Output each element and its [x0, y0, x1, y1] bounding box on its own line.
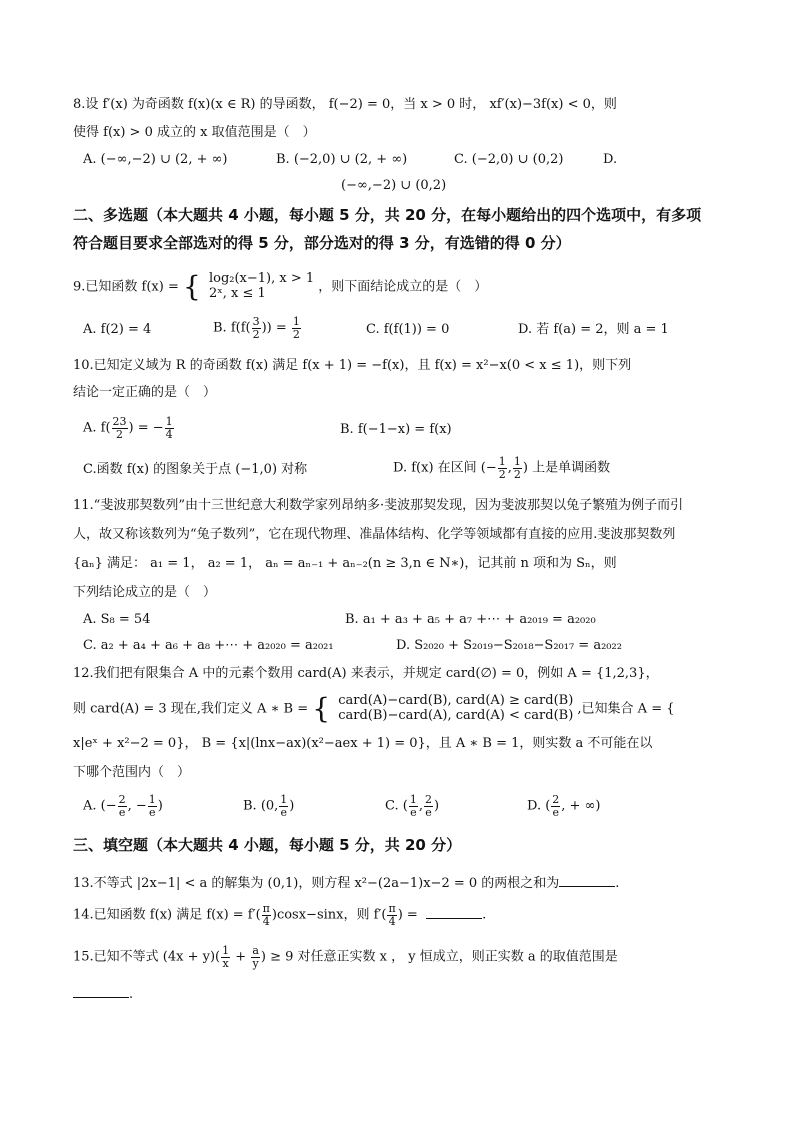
q12-line3: x|eˣ + x²−2 = 0}， B = {x|(lnx−ax)(x²−aex + 1) = 0}，且 A ∗ B = 1，则实数 a 不可能在以: [73, 736, 653, 751]
q10-option-c: C.函数 f(x) 的图象关于点 (−1,0) 对称: [83, 462, 308, 477]
q12-fraction: $\frac{1}{e}$: [148, 793, 156, 819]
q11-option-c: C. a₂ + a₄ + a₆ + a₈ +⋯ + a₂₀₂₀ = a₂₀₂₁: [83, 638, 334, 653]
q12-line2: 则 card(A) = 3 现在,我们定义 A ∗ B = { card(A)−card(B), card(A) ≥ card(B) card(B)−card(A), card(A) < card(B) ,已知集合 A = {: [73, 691, 675, 725]
q10-fraction: $\frac{1}{4}$: [165, 415, 173, 441]
q15-answer-line: .: [73, 985, 133, 1003]
q11-line1: 11.“斐波那契数列”由十三世纪意大利数学家列昂纳多·斐波那契发现，因为斐波那契以兔子繁殖为例子而引: [73, 498, 684, 513]
q12-case1: card(A)−card(B), card(A) ≥ card(B): [338, 693, 574, 708]
answer-blank[interactable]: [559, 874, 615, 887]
q10-option-b: B. f(−1−x) = f(x): [340, 422, 452, 437]
q14-fraction: $\frac{\pi}{4}$: [388, 902, 396, 928]
q11-option-d: D. S₂₀₂₀ + S₂₀₁₉−S₂₀₁₈−S₂₀₁₇ = a₂₀₂₂: [396, 638, 622, 653]
q10-fraction: $\frac{1}{2}$: [498, 455, 506, 481]
q9-suffix: ，则下面结论成立的是（ ）: [318, 279, 488, 295]
q14-stem: 14.已知函数 f(x) 满足 f(x) = f′( $\frac{\pi}{4}$ )cosx−sinx，则 f′( $\frac{\pi}{4}$ ) = .: [73, 902, 487, 928]
q9-case2: 2ˣ, x ≤ 1: [208, 285, 266, 301]
piecewise-brace: {: [312, 691, 331, 725]
piecewise-brace: {: [183, 269, 201, 303]
q8-line1: 8.设 f′(x) 为奇函数 f(x)(x ∈ R) 的导函数， f(−2) = 0，当 x > 0 时， xf′(x)−3f(x) < 0，则: [73, 97, 617, 112]
q9-option-d: D. 若 f(a) = 2，则 a = 1: [518, 322, 669, 337]
section2-heading-line1: 二、多选题（本大题共 4 小题，每小题 5 分，共 20 分，在每小题给出的四个选项中，有多项: [73, 206, 702, 224]
q9-prefix: 9.已知函数 f(x) =: [73, 279, 179, 295]
q9-option-c: C. f(f(1)) = 0: [366, 322, 450, 337]
q8-option-a: A. (−∞,−2) ∪ (2, + ∞): [83, 152, 228, 167]
q12-piecewise: [338, 694, 573, 724]
q9-case1: log₂(x−1), x > 1: [208, 271, 315, 286]
q9-fraction: $\frac{1}{2}$: [292, 315, 300, 341]
q15-stem: 15.已知不等式 (4x + y)( $\frac{1}{x}$ + $\frac{a}{y}$ ) ≥ 9 对任意正实数 x ， y 恒成立，则正实数 a 的取值范围是: [73, 944, 618, 970]
answer-blank[interactable]: [426, 906, 482, 919]
q9-piecewise: [209, 272, 314, 302]
q12-fraction: $\frac{1}{e}$: [280, 793, 288, 819]
q12-line4: 下哪个范围内（ ）: [73, 765, 191, 780]
q10-fraction: $\frac{1}{2}$: [513, 455, 521, 481]
q10-fraction: $\frac{23}{2}$: [112, 415, 127, 441]
q12-fraction: $\frac{2}{e}$: [552, 793, 560, 819]
q12-option-a: A. (− $\frac{2}{e}$ , − $\frac{1}{e}$ ): [83, 793, 163, 819]
q12-option-c: C. ( $\frac{1}{e}$ , $\frac{2}{e}$ ): [385, 793, 440, 819]
q11-line2: 人，故又称该数列为“兔子数列”，它在现代物理、准晶体结构、化学等领域都有直接的应用.斐波那契数列: [73, 527, 676, 542]
q8-option-c: C. (−2,0) ∪ (0,2): [454, 152, 564, 167]
q12-fraction: $\frac{2}{e}$: [118, 793, 126, 819]
q11-option-b: B. a₁ + a₃ + a₅ + a₇ +⋯ + a₂₀₁₉ = a₂₀₂₀: [345, 612, 596, 627]
q8-option-d: D.: [603, 152, 618, 167]
q8-option-b: B. (−2,0) ∪ (2, + ∞): [276, 152, 408, 167]
q11-line4: 下列结论成立的是（ ）: [73, 585, 217, 600]
q14-fraction: $\frac{\pi}{4}$: [262, 902, 270, 928]
section2-heading-line2: 符合题目要求全部选对的得 5 分，部分选对的得 3 分，有选错的得 0 分）: [73, 234, 571, 252]
q9-option-b: B. f(f( $\frac{3}{2}$ )) = $\frac{1}{2}$: [213, 315, 300, 341]
q15-fraction: $\frac{a}{y}$: [252, 944, 259, 970]
q10-option-d: D. f(x) 在区间 (− $\frac{1}{2}$ , $\frac{1}{2}$ ) 上是单调函数: [393, 455, 611, 481]
q10-option-a: A. f( $\frac{23}{2}$ ) = − $\frac{1}{4}$: [83, 415, 173, 441]
q10-line2: 结论一定正确的是（ ）: [73, 385, 217, 400]
section3-heading: 三、填空题（本大题共 4 小题，每小题 5 分，共 20 分）: [73, 836, 462, 854]
q9-stem: [73, 269, 488, 303]
q12-option-d: D. ( $\frac{2}{e}$ , + ∞): [527, 793, 601, 819]
q8-option-d-content: (−∞,−2) ∪ (0,2): [341, 178, 447, 193]
q13-stem: 13.不等式 |2x−1| < a 的解集为 (0,1)，则方程 x²−(2a−1)x−2 = 0 的两根之和为 .: [73, 876, 620, 891]
q9-option-a: A. f(2) = 4: [83, 322, 152, 337]
q8-line2: 使得 f(x) > 0 成立的 x 取值范围是（ ）: [73, 125, 316, 140]
q11-option-a: A. S₈ = 54: [83, 612, 151, 627]
q9-fraction: $\frac{3}{2}$: [252, 315, 260, 341]
q11-line3: {aₙ} 满足： a₁ = 1， a₂ = 1， aₙ = aₙ₋₁ + aₙ₋₂(n ≥ 3,n ∈ N∗)，记其前 n 项和为 Sₙ，则: [73, 556, 617, 571]
q15-fraction: $\frac{1}{x}$: [222, 944, 230, 970]
q10-line1: 10.已知定义域为 R 的奇函数 f(x) 满足 f(x + 1) = −f(x)，且 f(x) = x²−x(0 < x ≤ 1)，则下列: [73, 358, 632, 373]
answer-blank[interactable]: [73, 985, 129, 998]
q12-option-b: B. (0, $\frac{1}{e}$ ): [243, 793, 295, 819]
q12-fraction: $\frac{2}{e}$: [424, 793, 432, 819]
q12-fraction: $\frac{1}{e}$: [409, 793, 417, 819]
q12-case2: card(B)−card(A), card(A) < card(B): [338, 707, 574, 723]
q12-line1: 12.我们把有限集合 A 中的元素个数用 card(A) 来表示，并规定 card(∅) = 0，例如 A = {1,2,3}，: [73, 666, 659, 681]
